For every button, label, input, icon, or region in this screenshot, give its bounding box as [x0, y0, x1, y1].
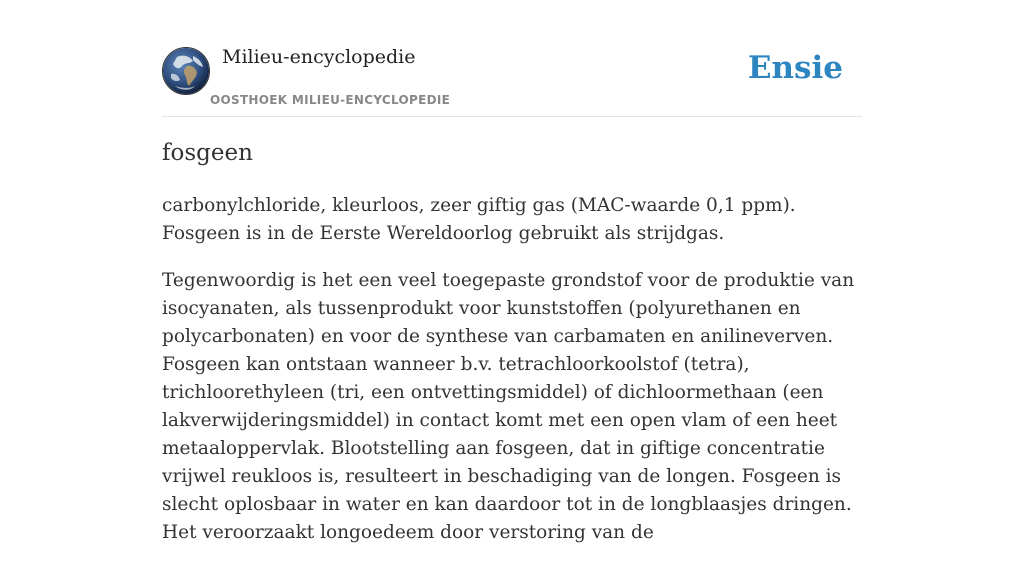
article-paragraph: Tegenwoordig is het een veel toegepaste grondstof voor de produktie van isocyanaten, als tussenprodukt voor kunststoffen (polyurethanen en polycarbonaten) en voor de synthese van carbamaten en anilineverven. Fosgeen kan ontstaan wanneer b.v. tetrachloorkoolstof (tetra), trichloorethyleen (tri, een ontvettingsmiddel) of dichloormethaan (een lakverwijderingsmiddel) in contact komt met een open vlam of een heet metaaloppervlak. Blootstelling aan fosgeen, dat in giftige concentratie vrijwel reukloos is, resulteert in beschadiging van de longen. Fosgeen is slecht oplosbaar in water en kan daardoor tot in de longblaasjes dringen. Het veroorzaakt longoedeem door verstoring van de: [162, 270, 855, 543]
article-body: [162, 192, 862, 566]
brand-logo[interactable]: Ensie: [747, 50, 843, 86]
site-title[interactable]: Milieu-encyclopedie: [222, 46, 416, 68]
page-container: [162, 0, 862, 543]
article-paragraph: carbonylchloride, kleurloos, zeer giftig gas (MAC-waarde 0,1 ppm). Fosgeen is in de Eerste Wereldoorlog gebruikt als strijdgas.: [162, 195, 796, 244]
site-header: [162, 0, 862, 117]
site-avatar[interactable]: [162, 47, 210, 95]
earth-globe-icon: [163, 48, 209, 94]
site-subtitle[interactable]: OOSTHOEK MILIEU-ENCYCLOPEDIE: [210, 93, 451, 107]
page-title: fosgeen: [162, 140, 253, 166]
